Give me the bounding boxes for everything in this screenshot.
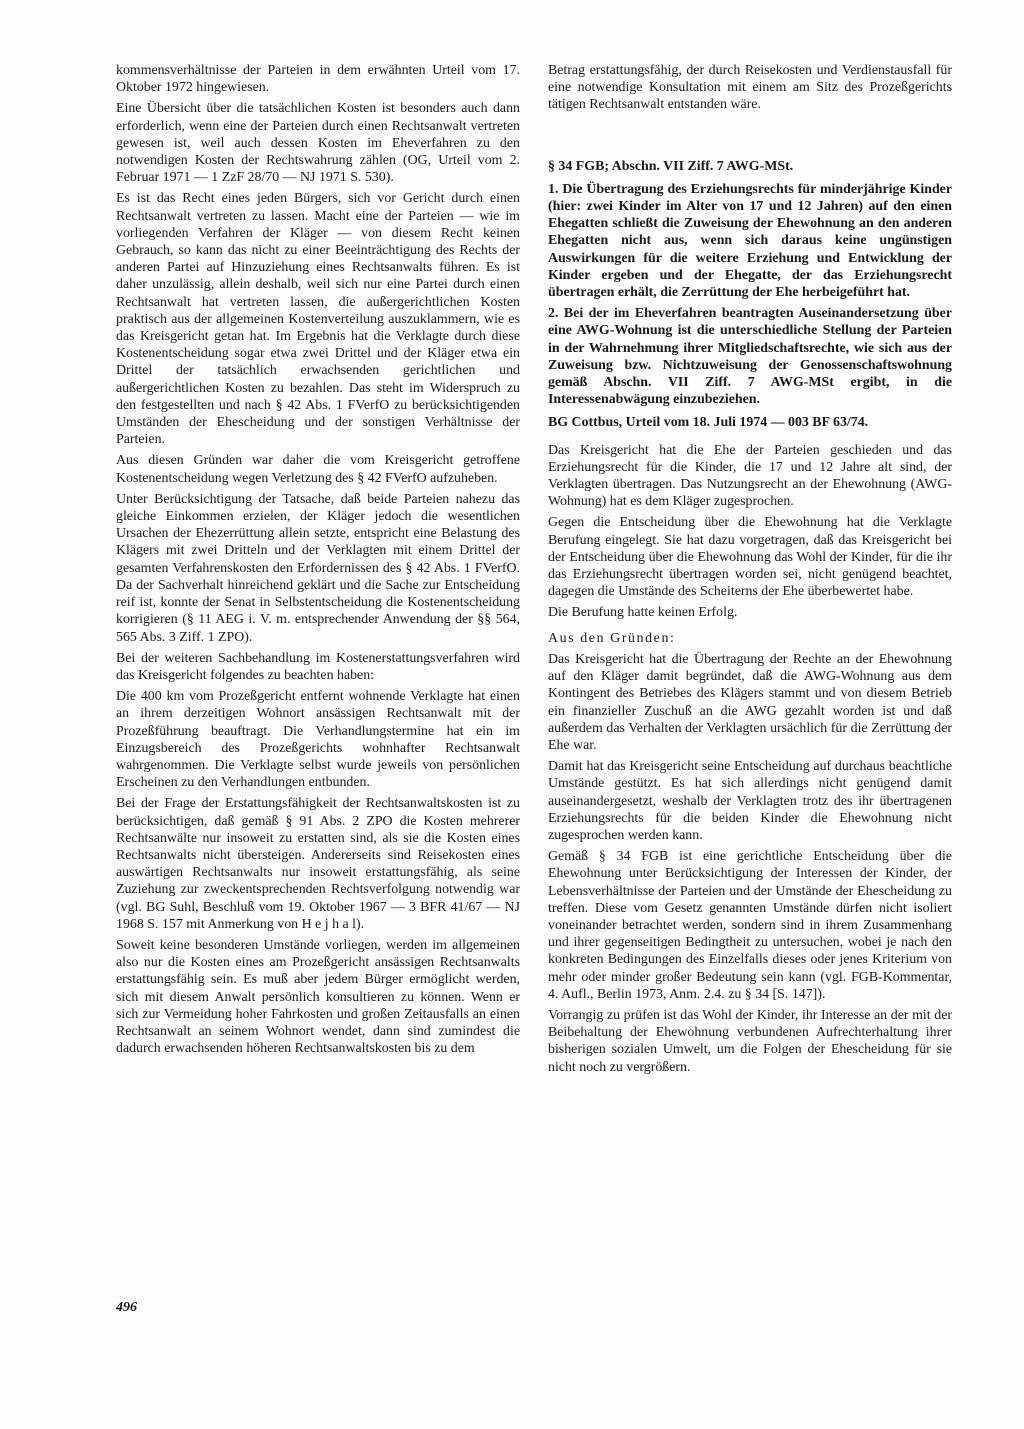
right-column (548, 62, 952, 1080)
left-paragraph-4: Aus diesen Gründen war daher die vom Kreisgericht getroffene Kostenentscheidung wegen Verletzung des § 42 FVerfO aufzuheben. (116, 453, 520, 486)
left-paragraph-1: kommensverhältnisse der Parteien in dem erwähnten Urteil vom 17. Oktober 1972 hingewiesen. (116, 63, 520, 96)
left-paragraph-9: Soweit keine besonderen Umstände vorliegen, werden im allgemeinen also nur die Kosten eines am Prozeßgericht ansässigen Rechtsanwalts erstattungsfähig sein. Es muß aber jedem Bürger ermöglicht werden, sich mit diesem Anwalt persönlich konsultieren zu können. Wenn er sich zur Vermeidung hoher Fahrkosten und großen Zeitausfalls an einen Rechtsanwalt an seinem Wohnort wendet, dann sind zumindest die dadurch erwachsenden höheren Rechtsanwaltskosten bis zu dem (116, 937, 520, 1057)
right-paragraph-a3: Die Berufung hatte keinen Erfolg. (548, 605, 738, 621)
right-paragraph-a1: Das Kreisgericht hat die Ehe der Parteien geschieden und das Erziehungsrecht für die Kinder, die 17 und 12 Jahre alt sind, der Verklagten übertragen. Das Nutzungsrecht an der Ehewohnung (AWG-Wohnung) hat es dem Kläger zugesprochen. (548, 442, 952, 510)
left-paragraph-6: Bei der weiteren Sachbehandlung im Kostenerstattungsverfahren wird das Kreisgericht folgendes zu beachten haben: (116, 650, 520, 683)
left-paragraph-8: Bei der Frage der Erstattungsfähigkeit der Rechtsanwaltskosten ist zu berücksichtigen, daß gemäß § 91 Abs. 2 ZPO die Kosten mehrerer Rechtsanwälte nur insoweit zu erstatten sind, als sie die Kosten eines Rechtsanwalts nicht übersteigen. Andererseits sind Reisekosten eines auswärtigen Rechtsanwalts nur insoweit erstattungsfähig, als seine Zuziehung zur zweckentsprechenden Rechtsverfolgung notwendig war (vgl. BG Suhl, Beschluß vom 19. Oktober 1967 — 3 BFR 41/67 — NJ 1968 S. 157 mit Anmerkung von H e j h a l). (116, 796, 520, 932)
left-column (116, 62, 520, 1061)
court-citation: BG Cottbus, Urteil vom 18. Juli 1974 — 003 BF 63/74. (548, 415, 869, 431)
right-paragraph-b4: Vorrangig zu prüfen ist das Wohl der Kinder, ihr Interesse an der mit der Beibehaltung der Ehewohnung verbundenen Aufrechterhaltung ihrer bisherigen sozialen Umwelt, um die Folgen der Ehescheidung für sie nicht noch zu vergrößern. (548, 1007, 952, 1075)
leitsatz-2: 2. Bei der im Eheverfahren beantragten Auseinandersetzung über eine AWG-Wohnung ist die unterschiedliche Stellung der Parteien in der Wahrnehmung ihrer Mitgliedschaftsrechte, wie sich aus der Zuweisung bzw. Nichtzuweisung der Genossenschaftswohnung gemäß Abschn. VII Ziff. 7 AWG-MSt ergibt, in die Interessenabwägung einzubeziehen. (548, 306, 952, 408)
left-paragraph-7: Die 400 km vom Prozeßgericht entfernt wohnende Verklagte hat einen an ihrem derzeitigen Wohnort ansässigen Rechtsanwalt mit der Prozeßführung beauftragt. Die Verhandlungstermine hat ein im Einzugsbereich des Prozeßgerichts wohnhafter Rechtsanwalt wahrgenommen. Die Verklagte selbst wurde jeweils von persönlichen Erscheinen zu den Verhandlungen entbunden. (116, 689, 520, 791)
section-heading: § 34 FGB; Abschn. VII Ziff. 7 AWG-MSt. (548, 158, 794, 174)
reasons-heading: Aus den Gründen: (548, 630, 676, 646)
right-continuation: Betrag erstattungsfähig, der durch Reisekosten und Verdienstausfall für eine notwendige Konsultation mit einem am Sitz des Prozeßgerichts tätigen Rechtsanwalt entstanden wäre. (548, 63, 952, 113)
page-number: 496 (116, 1300, 137, 1315)
left-paragraph-5: Unter Berücksichtigung der Tatsache, daß beide Parteien nahezu das gleiche Einkommen erzielen, der Kläger jedoch die wesentlichen Ursachen der Ehezerrüttung allein setzte, entspricht eine Belastung des Klägers mit zwei Dritteln und der Verklagten mit einem Drittel der gesamten Verfahrenskosten den Erfordernissen des § 42 Abs. 1 FVerfO. Da der Sachverhalt hinreichend geklärt und die Sache zur Entscheidung reif ist, konnte der Senat in Selbstentscheidung die Kostenentscheidung korrigieren (§ 11 AEG i. V. m. entsprechender Anwendung der §§ 564, 565 Abs. 3 Ziff. 1 ZPO). (116, 491, 520, 645)
left-paragraph-3: Es ist das Recht eines jeden Bürgers, sich vor Gericht durch einen Rechtsanwalt vertreten zu lassen. Macht eine der Parteien — wie im vorliegenden Verfahren der Kläger — von diesem Recht keinen Gebrauch, so kann das nicht zu einer Beeinträchtigung des Rechts der anderen Partei auf Hinzuziehung eines Rechtsanwalts führen. Es ist daher unzulässig, allein deshalb, weil sich nur eine Partei durch einen Rechtsanwalt hat vertreten lassen, die außergerichtlichen Kosten praktisch aus der allgemeinen Kostenverteilung auszuklammern, wie es das Kreisgericht getan hat. Im Ergebnis hat die Verklagte durch diese Kostenentscheidung sogar etwa zwei Drittel und der Kläger etwa ein Drittel der tatsächlich erwachsenden gerichtlichen und außergerichtlichen Kosten zu bezahlen. Das steht im Widerspruch zu den festgestellten und nach § 42 Abs. 1 FVerfO zu berücksichtigenden Umständen der Ehescheidung und der sonstigen Verhältnisse der Parteien. (116, 191, 520, 448)
left-paragraph-2: Eine Übersicht über die tatsächlichen Kosten ist besonders auch dann erforderlich, wenn eine der Parteien durch einen Rechtsanwalt vertreten gewesen ist, weil auch dessen Kosten im Eheverfahren zu den notwendigen Kosten der Rechtswahrung zählen (OG, Urteil vom 2. Februar 1971 — 1 ZzF 28/70 — NJ 1971 S. 530). (116, 101, 520, 186)
right-paragraph-b3: Gemäß § 34 FGB ist eine gerichtliche Entscheidung über die Ehewohnung unter Berücksichtigung der Interessen der Kinder, der Lebensverhältnisse der Parteien und der Umstände der Ehescheidung zu treffen. Diese vom Gesetz genannten Umstände dürfen nicht isoliert voneinander betrachtet werden, sondern sind in ihrem Zusammenhang und ihrer gegenseitigen Bedingtheit zu untersuchen, wobei je nach den konkreten Bedingungen des Einzelfalls dieses oder jenes Kriterium von mehr oder minder großer Bedeutung sein kann (vgl. FGB-Kommentar, 4. Aufl., Berlin 1973, Anm. 2.4. zu § 34 [S. 147]). (548, 849, 952, 1002)
right-paragraph-a2: Gegen die Entscheidung über die Ehewohnung hat die Verklagte Berufung eingelegt. Sie hat dazu vorgetragen, daß das Kreisgericht bei der Entscheidung über die Ehewohnung das Wohl der Kinder, für die ihr das Erziehungsrecht übertragen worden sei, nicht genügend beachtet, dagegen die Umstände des Scheiterns der Ehe überbewertet habe. (548, 515, 952, 600)
right-paragraph-b2: Damit hat das Kreisgericht seine Entscheidung auf durchaus beachtliche Umstände gestützt. Es hat sich allerdings nicht genügend damit auseinandergesetzt, weshalb der Verklagten trotz des ihr übertragenen Erziehungsrechts für die beiden Kinder die Ehewohnung nicht zugesprochen werden kann. (548, 759, 952, 843)
leitsatz-1: 1. Die Übertragung des Erziehungsrechts für minderjährige Kinder (hier: zwei Kinder im Alter von 17 und 12 Jahren) auf den einen Ehegatten schließt die Zuweisung der Ehewohnung an den anderen Ehegatten nicht aus, wenn sich daraus keine ungünstigen Auswirkungen für die weitere Erziehung und Entwicklung der Kinder ergeben und der Ehegatte, der das Erziehungsrecht übertragen erhält, die Zerrüttung der Ehe herbeigeführt hat. (548, 181, 952, 301)
right-paragraph-b1: Das Kreisgericht hat die Übertragung der Rechte an der Ehewohnung auf den Kläger damit begründet, daß die AWG-Wohnung aus dem Kontingent des Betriebes des Klägers stammt und von diesem Betrieb ein finanzieller Zuschuß an die AWG gezahlt worden ist und daß außerdem das Verhalten der Verklagten ursächlich für die Zerrüttung der Ehe war. (548, 651, 952, 753)
